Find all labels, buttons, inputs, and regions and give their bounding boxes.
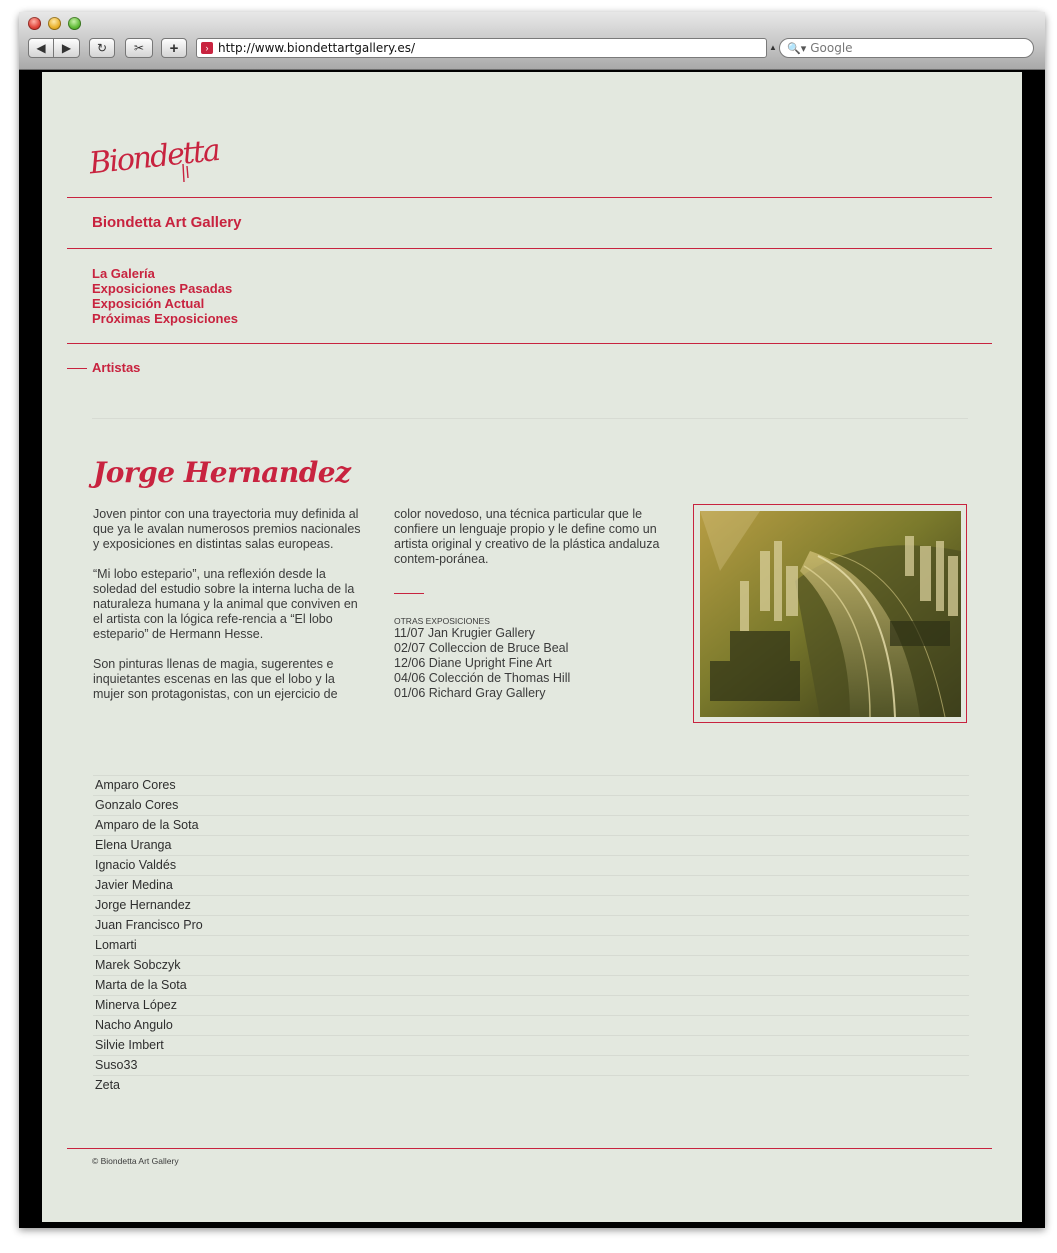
bio-paragraph: “Mi lobo estepario”, una reflexión desde la soledad del estudio sobre la interna lucha de la naturaleza humana y la animal que conviven en el artista con la lógica refe-rencia a “El lobo estepario” de Hermann Hesse. xyxy=(93,567,358,641)
nav-rule xyxy=(67,343,992,344)
exhibition-item: 02/07 Colleccion de Bruce Beal xyxy=(394,641,569,655)
artist-link[interactable]: Jorge Hernandez xyxy=(93,895,969,915)
reload-button[interactable] xyxy=(89,38,115,58)
biondetta-logo[interactable] xyxy=(87,128,221,186)
footer-rule xyxy=(67,1148,992,1149)
bio-paragraph: Son pinturas llenas de magia, sugerentes e inquietantes escenas en las que el lobo y la mujer son protagonistas, con un ejercicio de xyxy=(93,657,338,701)
artist-link[interactable]: Marta de la Sota xyxy=(93,975,969,995)
active-section-dash xyxy=(67,368,87,369)
exhibition-item: 01/06 Richard Gray Gallery xyxy=(394,686,546,700)
address-bar-text[interactable]: http://www.biondettartgallery.es/ xyxy=(218,41,416,55)
browser-toolbar xyxy=(19,12,1045,70)
artist-link[interactable]: Suso33 xyxy=(93,1055,969,1075)
forward-button[interactable] xyxy=(54,38,80,58)
artwork-image[interactable] xyxy=(700,511,961,717)
artist-link[interactable]: Elena Uranga xyxy=(93,835,969,855)
artist-link[interactable]: Juan Francisco Pro xyxy=(93,915,969,935)
artist-bio-column-2 xyxy=(394,507,679,582)
search-placeholder[interactable]: Google xyxy=(810,41,853,55)
reload-icon: ↻ xyxy=(96,41,108,55)
main-nav xyxy=(92,266,238,326)
favicon-icon: › xyxy=(201,42,213,54)
footer-copyright: © Biondetta Art Gallery xyxy=(92,1156,179,1166)
back-arrow-icon: ◀ xyxy=(36,41,46,55)
exhibitions-rule xyxy=(394,593,424,594)
nav-exposicion-actual[interactable]: Exposición Actual xyxy=(92,296,205,311)
nav-la-galeria[interactable]: La Galería xyxy=(92,266,155,281)
artist-link[interactable]: Silvie Imbert xyxy=(93,1035,969,1055)
artist-link[interactable]: Amparo Cores xyxy=(93,775,969,795)
artwork-frame xyxy=(693,504,967,723)
title-rule xyxy=(67,248,992,249)
bio-paragraph: color novedoso, una técnica particular que le confiere un lenguaje propio y le define como un artista original y creativo de la plástica andaluza contem-poránea. xyxy=(394,507,660,566)
artists-list xyxy=(93,775,969,1095)
magnifier-icon: 🔍▾ xyxy=(787,42,807,55)
web-page xyxy=(42,72,1022,1222)
artist-link[interactable]: Gonzalo Cores xyxy=(93,795,969,815)
nav-proximas-exposiciones[interactable]: Próximas Exposiciones xyxy=(92,311,238,326)
exhibition-item: 11/07 Jan Krugier Gallery xyxy=(394,626,535,640)
search-field[interactable] xyxy=(779,38,1034,58)
browser-window xyxy=(19,12,1045,1228)
other-exhibitions-heading: OTRAS EXPOSICIONES xyxy=(394,616,490,626)
nav-artistas[interactable]: Artistas xyxy=(92,360,141,375)
plus-icon: + xyxy=(169,39,179,57)
artist-bio-column-1 xyxy=(93,507,368,717)
address-bar[interactable] xyxy=(196,38,767,58)
artist-link[interactable]: Javier Medina xyxy=(93,875,969,895)
exhibition-item: 12/06 Diane Upright Fine Art xyxy=(394,656,552,670)
logo-text: Biondetta xyxy=(87,133,221,182)
content-rule xyxy=(92,418,968,419)
exhibition-item: 04/06 Colección de Thomas Hill xyxy=(394,671,571,685)
minimize-window-button[interactable] xyxy=(48,17,61,30)
nav-exposiciones-pasadas[interactable]: Exposiciones Pasadas xyxy=(92,281,233,296)
artist-link[interactable]: Ignacio Valdés xyxy=(93,855,969,875)
artist-link[interactable]: Nacho Angulo xyxy=(93,1015,969,1035)
artist-link[interactable]: Lomarti xyxy=(93,935,969,955)
zoom-window-button[interactable] xyxy=(68,17,81,30)
other-exhibitions-list xyxy=(394,626,570,701)
add-bookmark-button[interactable] xyxy=(161,38,187,58)
snippet-button[interactable] xyxy=(125,38,153,58)
address-dropdown-icon[interactable]: ▲ xyxy=(769,43,777,52)
artist-link[interactable]: Amparo de la Sota xyxy=(93,815,969,835)
header-rule xyxy=(67,197,992,198)
site-title[interactable]: Biondetta Art Gallery xyxy=(92,214,242,231)
artist-name: Jorge Hernandez xyxy=(93,456,351,489)
forward-arrow-icon: ▶ xyxy=(61,41,72,55)
artist-link[interactable]: Marek Sobczyk xyxy=(93,955,969,975)
scissors-icon: ✂ xyxy=(133,41,145,55)
artist-link[interactable]: Zeta xyxy=(93,1075,969,1095)
bio-paragraph: Joven pintor con una trayectoria muy definida al que ya le avalan numerosos premios nacionales y exposiciones en distintas salas europeas. xyxy=(93,507,361,551)
back-button[interactable] xyxy=(28,38,54,58)
close-window-button[interactable] xyxy=(28,17,41,30)
artist-link[interactable]: Minerva López xyxy=(93,995,969,1015)
